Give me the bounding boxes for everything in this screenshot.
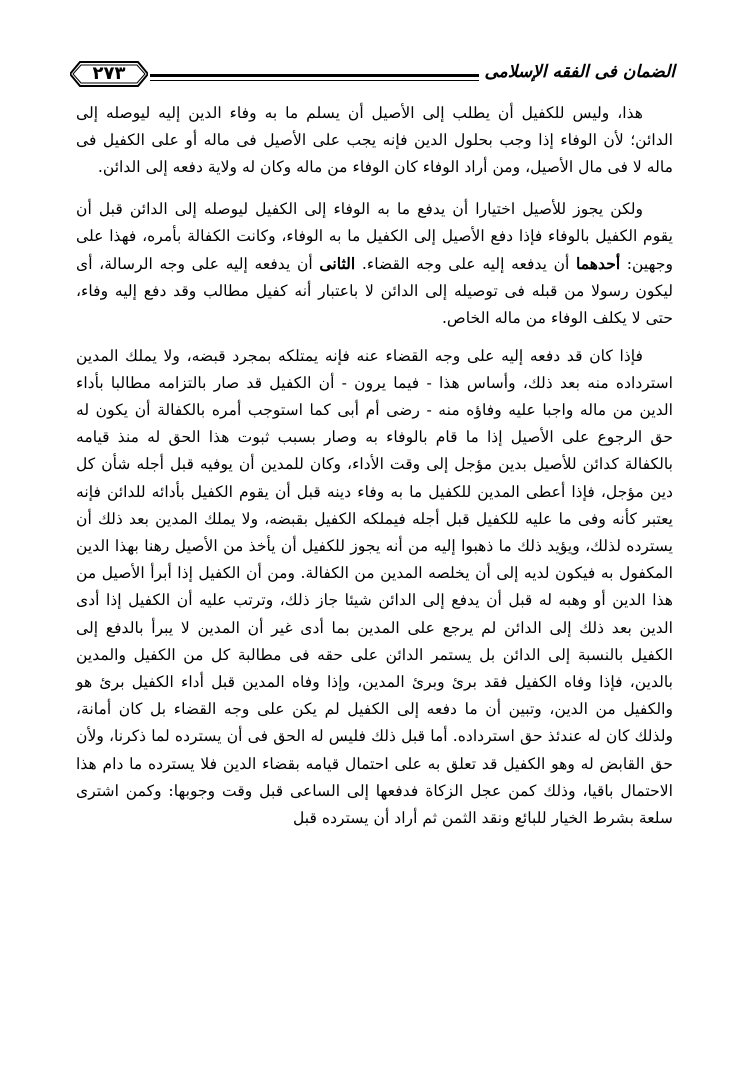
page-number: ٢٧٣ — [92, 63, 126, 84]
paragraph-2-bold-first: أحدهما — [576, 254, 621, 274]
page-header — [70, 60, 675, 90]
paragraph-3: فإذا كان قد دفعه إليه على وجه القضاء عنه فإنه يمتلكه بمجرد قبضه، ولا يملك المدين استرداده منه بعد ذلك، وأساس هذا - فيما يرون - أن الكفيل قد صار بالتزامه مطالبا بأداء الدين من ماله واجبا عليه وفاؤه منه - رضى أم أبى كما استوجب أمره بالكفالة أن يكون له حق الرجوع على الأصيل إذا ما قام بالوفاء به وصار بسبب ثبوت هذا الحق له منذ قيامه بالكفالة كدائن للأصيل بدين مؤجل إلى وقت الأداء، وكان للمدين أن يوفيه قبل أجله شأن كل دين مؤجل، فإذا أعطى المدين للكفيل ما به وفاء دينه قبل أن يقوم الكفيل بأدائه للدائن فإنه يعتبر كأنه وفى ما عليه للكفيل قبل أجله فيملكه الكفيل بقبضه، ولا يملك المدين بعد ذلك أن يسترده لذلك، ويؤيد ذلك ما ذهبوا إليه من أنه يجوز للكفيل أن يأخذ من الأصيل رهنا بهذا الدين المكفول به فيكون لديه إلى أن يخلصه المدين من الكفالة. ومن أن الكفيل إذا أبرأ الأصيل من هذا الدين أو وهبه له قبل أن يدفع إلى الدائن شيئا جاز ذلك، وترتب عليه أن الكفيل إذا أدى الدين بعد ذلك إلى الدائن لم يرجع على المدين بما أدى غير أن المدين لا يبرأ بالدفع إلى الكفيل بالنسبة إلى الدائن بل يستمر الدائن على حقه فى مطالبة كل من الكفيل والمدين بالدين، فإذا وفاه الكفيل فقد برئ وبرئ المدين، وإذا وفاه المدين قبل أداء الكفيل برئ هو والكفيل من الدين، وتبين أن ما دفعه إلى الكفيل لم يكن على وجه القضاء بل كان أمانة، ولذلك كان له عندئذ حق استرداده. أما قبل ذلك فليس له الحق فى أن يسترده لما ذكرنا، ولأن حق القابض له وهو الكفيل قد تعلق به على احتمال قيامه بقضاء الدين فلا يسترده ما دام هذا الاحتمال باقيا، وذلك كمن عجل الزكاة فدفعها إلى الساعى قبل وقت وجوبها: وكمن اشترى سلعة بشرط الخيار للبائع ونقد الثمن ثم أراد أن يسترده قبل — [76, 346, 673, 828]
paragraph-2-bold-second: الثانى — [319, 254, 356, 274]
paragraph-2-part-b: أن يدفعه إليه على وجه القضاء. — [355, 255, 577, 274]
paragraph-2-part-c: أن يدفعه إليه على وجه الرسالة، أى ليكون رسولا من قبله فى توصيله إلى الدائن لا باعتبار أنه كفيل مطالب وقد دفع إليه وفاء، حتى لا يكلف الوفاء من ماله الخاص. — [76, 255, 673, 328]
body-text — [76, 100, 673, 832]
paragraph-2-part-a: ولكن يجوز للأصيل اختيارا أن يدفع ما به الوفاء إلى الكفيل ليوصله إلى الدائن قبل أن يقوم الكفيل بالوفاء فإذا دفع الأصيل إلى الكفيل ما به الوفاء، وكانت الكفالة بأمره، فهذا على وجهين: — [76, 199, 673, 274]
paragraph-2 — [76, 196, 673, 333]
page-number-frame — [70, 60, 148, 88]
running-title: الضمان فى الفقه الإسلامى — [479, 62, 676, 82]
paragraph-1: هذا، وليس للكفيل أن يطلب إلى الأصيل أن يسلم ما به وفاء الدين إليه ليوصله إلى الدائن؛ لأن الوفاء إذا وجب بحلول الدين فإنه يجب على الأصيل فى ماله أو على الكفيل فى ماله لا فى مال الأصيل، ومن أراد الوفاء كان الوفاء من ماله وكان له ولاية دفعه إلى الدائن. — [76, 104, 673, 177]
